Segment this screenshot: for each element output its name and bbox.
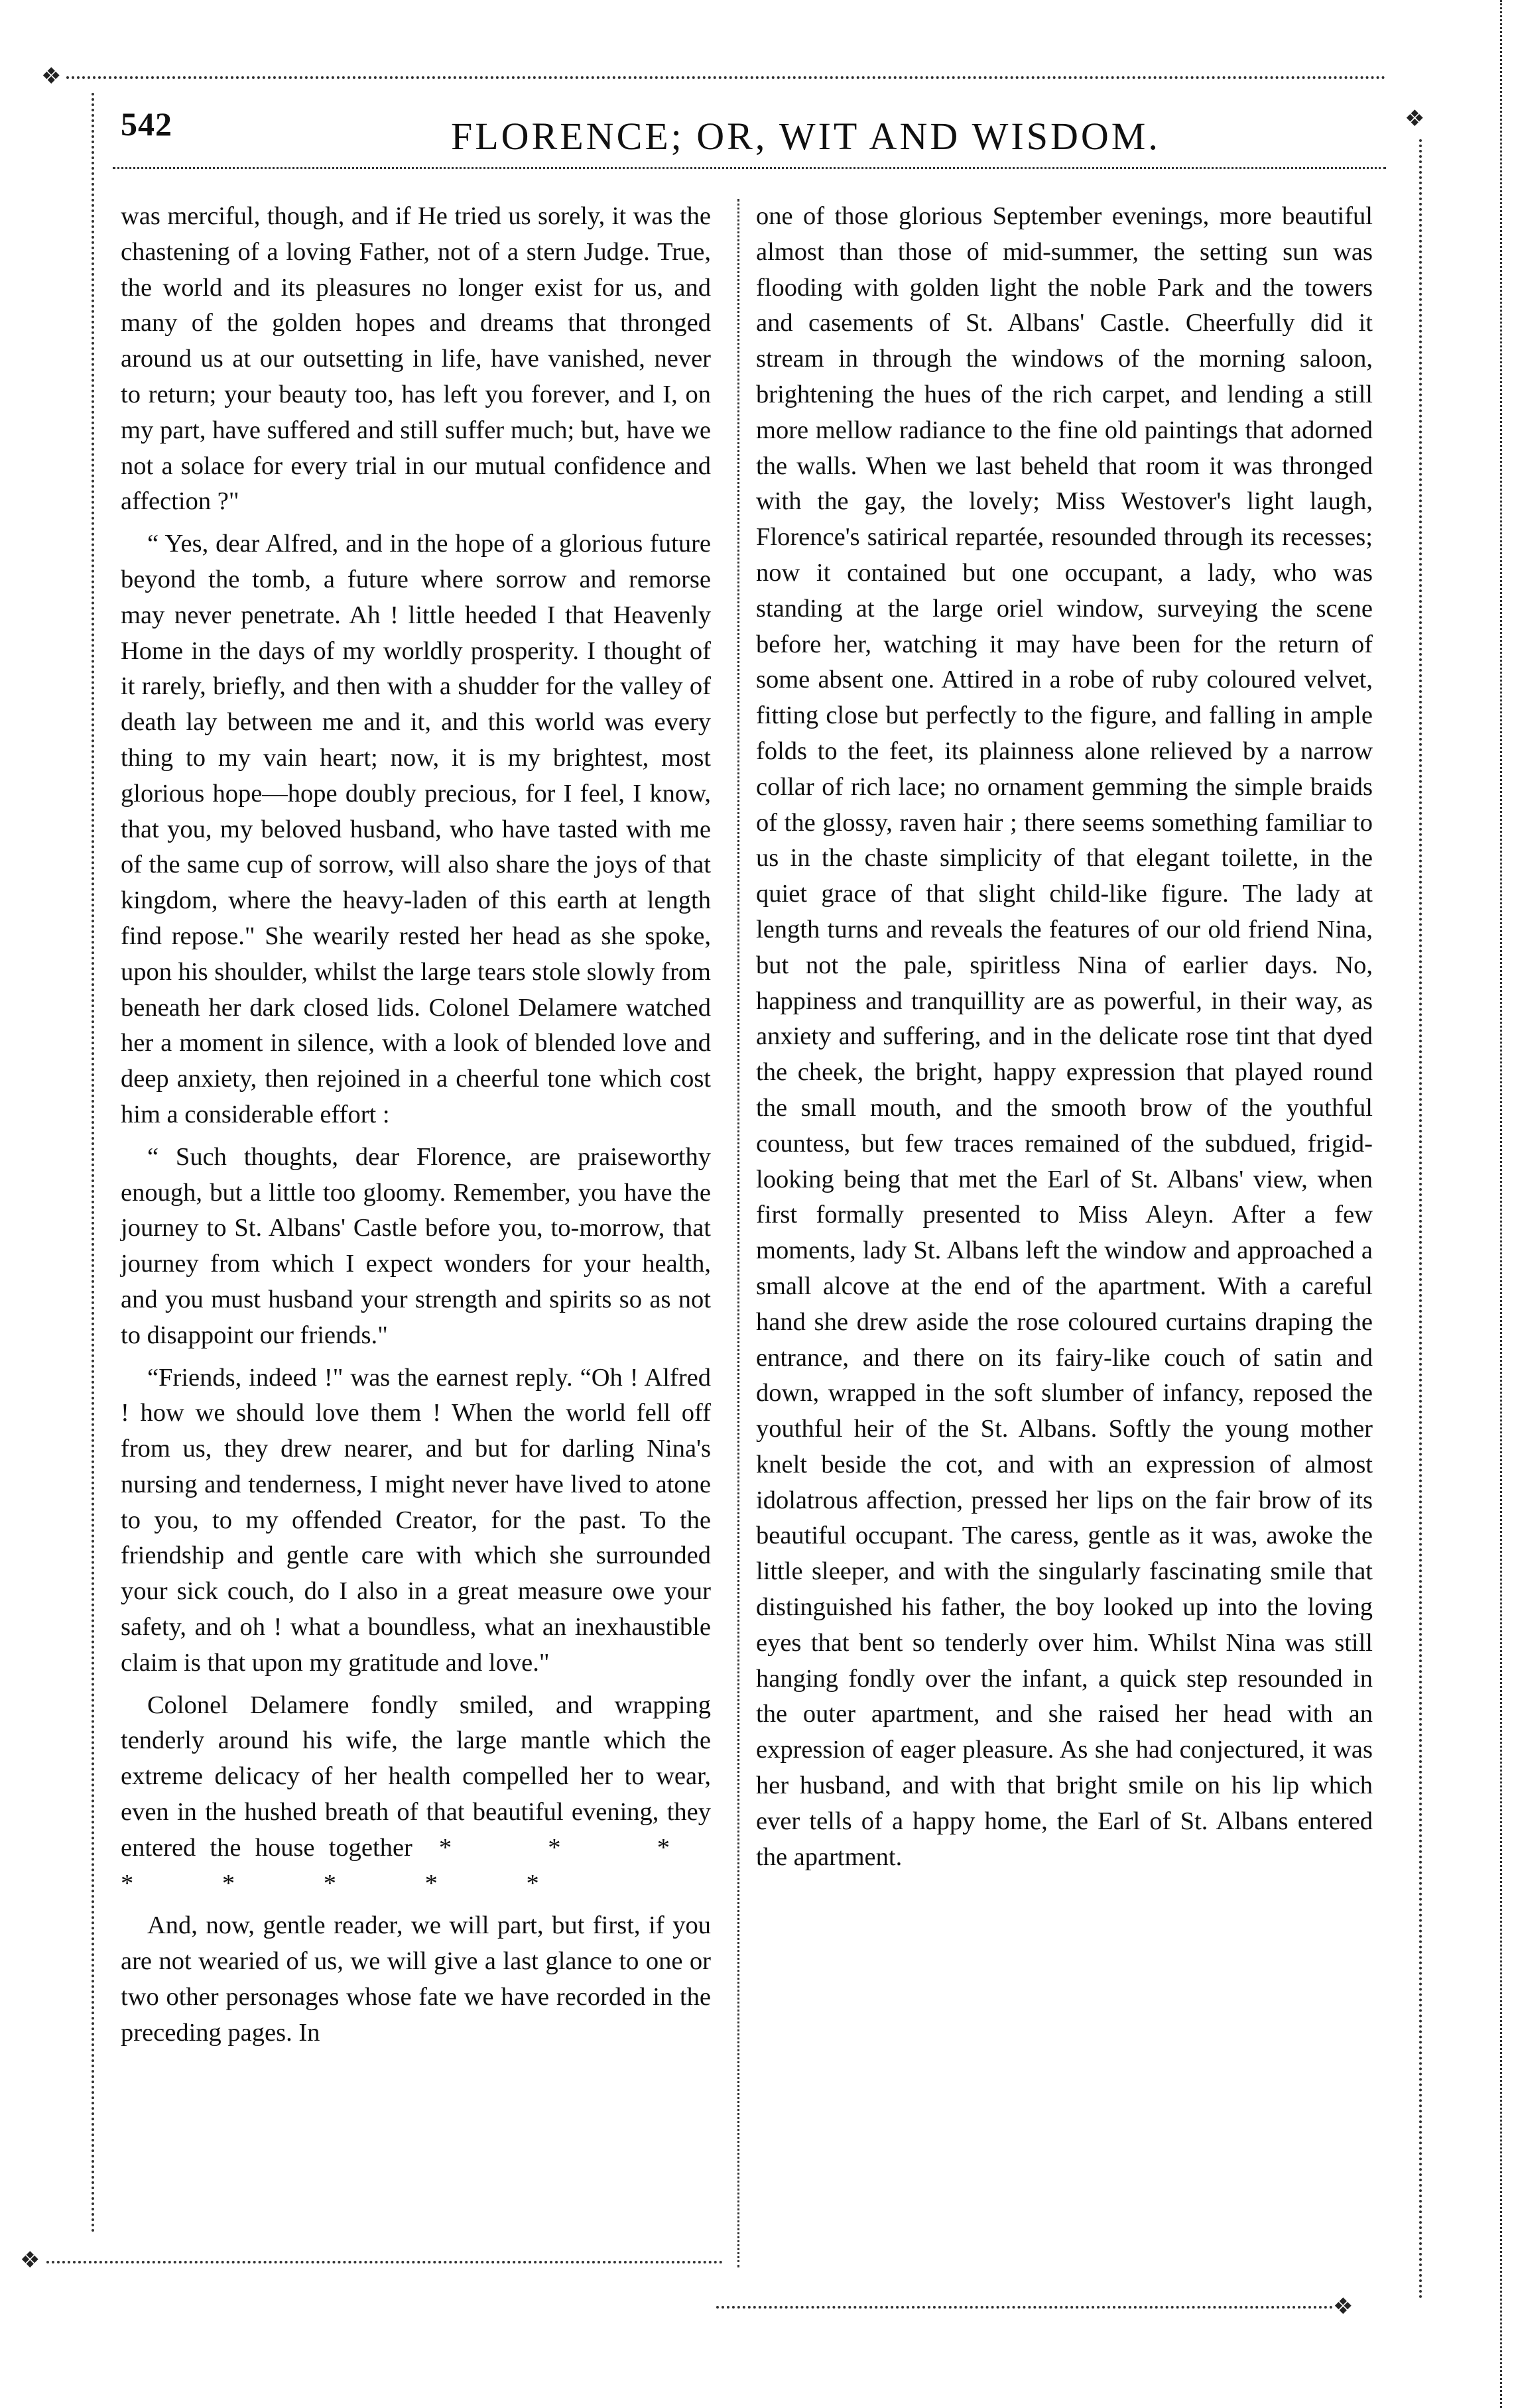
paragraph-text: Colonel Delamere fondly smiled, and wrapping tenderly around his wife, the large mantle which the extreme delicacy of her health compelled her to wear, even in the hushed breath of that beautiful evening, they entered the house together [121, 1691, 711, 1862]
section-break-stars: * * * * * * * * [121, 1833, 711, 1897]
paragraph: “ Yes, dear Alfred, and in the hope of a glorious future beyond the tomb, a future where sorrow and remorse may never penetrate. Ah ! little heeded I that Heavenly Home in the days of my worldly prosperity. I thought of it rarely, briefly, and then with a shudder for the valley of death lay between me and it, and this world was every thing to my vain heart; now, it is my brightest, most glorious hope—hope doubly precious, for I feel, I know, that you, my beloved husband, who have tasted with me of the same cup of sorrow, will also share the joys of that kingdom, where the heavy-laden of this earth at length find repose." She wearily rested her head as she spoke, upon his shoulder, whilst the large tears stole slowly from beneath her dark closed lids. Colonel Delamere watched her a moment in silence, with a look of blended love and deep anxiety, then rejoined in a cheerful tone which cost him a considerable effort : [121, 530, 711, 1128]
page-number: 542 [121, 105, 172, 143]
corner-ornament-top-left: ❖ [41, 63, 62, 90]
paragraph: “ Such thoughts, dear Florence, are praiseworthy enough, but a little too gloomy. Remember, you have the journey to St. Albans' Castle before you, to-morrow, that journey from which I expect wonders for your health, and you must husband your strength and spirits so as not to disappoint our friends." [121, 1142, 711, 1349]
corner-ornament-bottom-right: ❖ [1333, 2293, 1354, 2320]
far-right-edge-rule [1500, 0, 1502, 2408]
header-underline-rule [113, 167, 1386, 169]
corner-ornament-bottom-left: ❖ [20, 2247, 40, 2273]
left-border-rule [92, 93, 94, 2234]
paragraph: was merciful, though, and if He tried us sorely, it was the chastening of a loving Father, not of a stern Judge. True, the world and its pleasures no longer exist for us, and many of the golden hopes and dreams that thronged around us at our outsetting in life, have vanished, never to return; your beauty too, has left you forever, and I, on my part, have suffered and still suffer much; but, have we not a solace for every trial in our mutual confidence and affection ?" [121, 202, 711, 516]
top-border-rule [66, 76, 1386, 79]
left-text-column [121, 199, 711, 2051]
bottom-border-rule-left [46, 2261, 723, 2263]
column-divider-rule [737, 199, 739, 2267]
paragraph: one of those glorious September evenings, more beautiful almost than those of mid-summer, the setting sun was flooding with golden light the noble Park and the towers and casements of St. Albans' Castle. Cheerfully did it stream in through the windows of the morning saloon, brightening the hues of the rich carpet, and lending a still more mellow radiance to the fine old paintings that adorned the walls. When we last beheld that room it was thronged with the gay, the lovely; Miss Westover's light laugh, Florence's satirical repartée, resounded through its recesses; now it contained but one occupant, a lady, who was standing at the large oriel window, surveying the scene before her, watching it may have been for the return of some absent one. Attired in a robe of ruby coloured velvet, fitting close but perfectly to the figure, and falling in ample folds to the feet, its plainness alone relieved by a narrow collar of rich lace; no ornament gemming the simple braids of the glossy, raven hair ; there seems something familiar to us in the chaste simplicity of that elegant toilette, in the quiet grace of that slight child-like figure. The lady at length turns and reveals the features of our old friend Nina, but not the pale, spiritless Nina of earlier days. No, happiness and tranquillity are as powerful, in their way, as anxiety and suffering, and in the delicate rose tint that dyed the cheek, the bright, happy expression that played round the small mouth, and the smooth brow of the youthful countess, but few traces remained of the subdued, frigid-looking being that met the Earl of St. Albans' view, when first formally presented to Miss Aleyn. After a few moments, lady St. Albans left the window and approached a small alcove at the end of the apartment. With a careful hand she drew aside the rose coloured curtains draping the entrance, and there on its fairy-like couch of satin and down, wrapped in the soft slumber of infancy, reposed the youthful heir of the St. Albans. Softly the young mother knelt beside the cot, and with an expression of almost idolatrous affection, pressed her lips on the fair brow of its beautiful occupant. The caress, gentle as it was, awoke the little sleeper, and with the singularly fascinating smile that distinguished his father, the boy looked up into the loving eyes that bent so tenderly over him. Whilst Nina was still hanging fondly over the infant, a quick step resounded in the outer apartment, and she raised her head with an expression of eager pleasure. As she had conjectured, it was her husband, and with that bright smile on his lip which ever tells of a happy home, the Earl of St. Albans entered the apartment. [756, 202, 1373, 1871]
running-title: FLORENCE; OR, WIT AND WISDOM. [451, 115, 1161, 158]
paragraph-with-stars [121, 1688, 711, 1902]
paragraph: “Friends, indeed !" was the earnest reply. “Oh ! Alfred ! how we should love them ! When the world fell off from us, they drew nearer, and but for darling Nina's nursing and tenderness, I might never have lived to atone to you, to my offended Creator, for the past. To the friendship and gentle care with which she surrounded your sick couch, do I also in a great measure owe your safety, and oh ! what a boundless, what an inexhaustible claim is that upon my gratitude and love." [121, 1363, 711, 1677]
right-border-rule [1419, 139, 1422, 2301]
paragraph: And, now, gentle reader, we will part, but first, if you are not wearied of us, we will give a last glance to one or two other personages whose fate we have recorded in the preceding pages. In [121, 1911, 711, 2047]
bottom-border-rule-right [716, 2306, 1333, 2309]
corner-ornament-top-right: ❖ [1405, 105, 1425, 132]
right-text-column [756, 199, 1373, 1875]
